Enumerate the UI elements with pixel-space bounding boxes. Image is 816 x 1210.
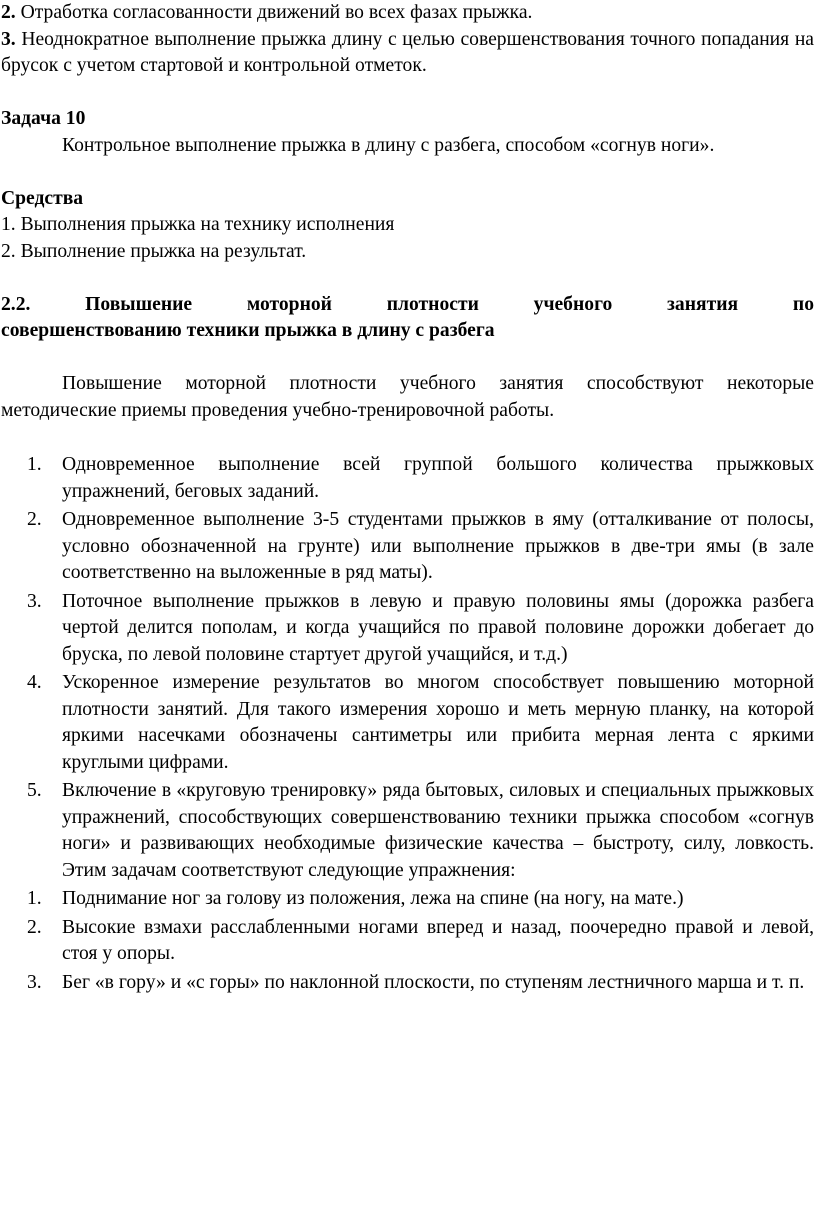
means-heading: Средства	[1, 187, 84, 209]
list-item	[1, 670, 814, 776]
list-item-text: Включение в «круговую тренировку» ряда бытовых, силовых и специальных прыжковых упражнений, способствующих совершенствованию техники прыжка способом «согнув ноги» и развивающих необходимые физические качества – быстроту, силу, ловкость. Этим задачам соответствуют следующие упражнения:	[62, 780, 814, 881]
section-heading-line2: совершенствованию техники прыжка в длину с разбега	[1, 320, 495, 341]
list-item-text: Ускоренное измерение результатов во многом способствует повышению моторной плотности занятий. Для такого измерения хорошо и меть мерную планку, на которой яркими насечками обозначены сантиметры или прибита мерная лента с яркими круглыми цифрами.	[62, 672, 814, 773]
top-item-number: 3.	[1, 28, 16, 50]
list-item-text: Одновременное выполнение всей группой большого количества прыжковых упражнений, беговых заданий.	[62, 454, 814, 502]
list-item-text: Одновременное выполнение 3-5 студентами прыжков в яму (отталкивание от полосы, условно обозначенной на грунте) или выполнение прыжков в две-три ямы (в зале соответственно на выложенные в ряд маты).	[62, 509, 814, 583]
top-item-number: 2.	[1, 2, 16, 23]
list-item	[1, 915, 814, 968]
exercises-list	[1, 886, 814, 996]
list-item	[1, 778, 814, 884]
list-item-number: 2.	[27, 509, 42, 530]
list-item-number: 1.	[27, 888, 42, 909]
section-heading-line1: 2.2. Повышение моторной плотности учебного занятия по	[1, 293, 814, 315]
means-item: 1. Выполнения прыжка на технику исполнения	[1, 214, 395, 235]
list-item	[1, 589, 814, 669]
top-item-text: Отработка согласованности движений во всех фазах прыжка.	[15, 2, 533, 23]
list-item	[1, 452, 814, 505]
task-heading: Задача 10	[1, 108, 86, 129]
list-item	[1, 886, 814, 913]
task-text: Контрольное выполнение прыжка в длину с разбега, способом «согнув ноги».	[62, 134, 715, 156]
list-item-text: Высокие взмахи расслабленными ногами вперед и назад, поочередно правой и левой, стоя у опоры.	[62, 916, 814, 964]
top-item-text: Неоднократное выполнение прыжка длину с целью совершенствования точного попадания на брусок с учетом стартовой и контрольной отметок.	[1, 28, 814, 76]
list-item-number: 3.	[27, 971, 42, 993]
list-item-number: 5.	[27, 780, 42, 801]
methods-list	[1, 452, 814, 884]
list-item	[1, 970, 814, 997]
list-item	[1, 507, 814, 587]
means-item: 2. Выполнение прыжка на результат.	[1, 240, 307, 262]
top-item-3	[1, 27, 814, 80]
list-item-number: 2.	[27, 916, 42, 938]
section-intro: Повышение моторной плотности учебного занятия способствуют некоторые методические приемы проведения учебно-тренировочной работы.	[1, 373, 814, 421]
list-item-number: 1.	[27, 454, 42, 475]
list-item-text: Поднимание ног за голову из положения, лежа на спине (на ногу, на мате.)	[62, 888, 684, 909]
top-item-2	[1, 0, 814, 27]
list-item-number: 3.	[27, 590, 42, 612]
list-item-text: Поточное выполнение прыжков в левую и правую половины ямы (дорожка разбега чертой делится пополам, и когда учащийся по правой половине дорожки добегает до бруска, по левой половине стартует другой учащийся, и т.д.)	[62, 590, 814, 665]
list-item-text: Бег «в гору» и «с горы» по наклонной плоскости, по ступеням лестничного марша и т. п.	[62, 971, 805, 993]
list-item-number: 4.	[27, 672, 42, 693]
